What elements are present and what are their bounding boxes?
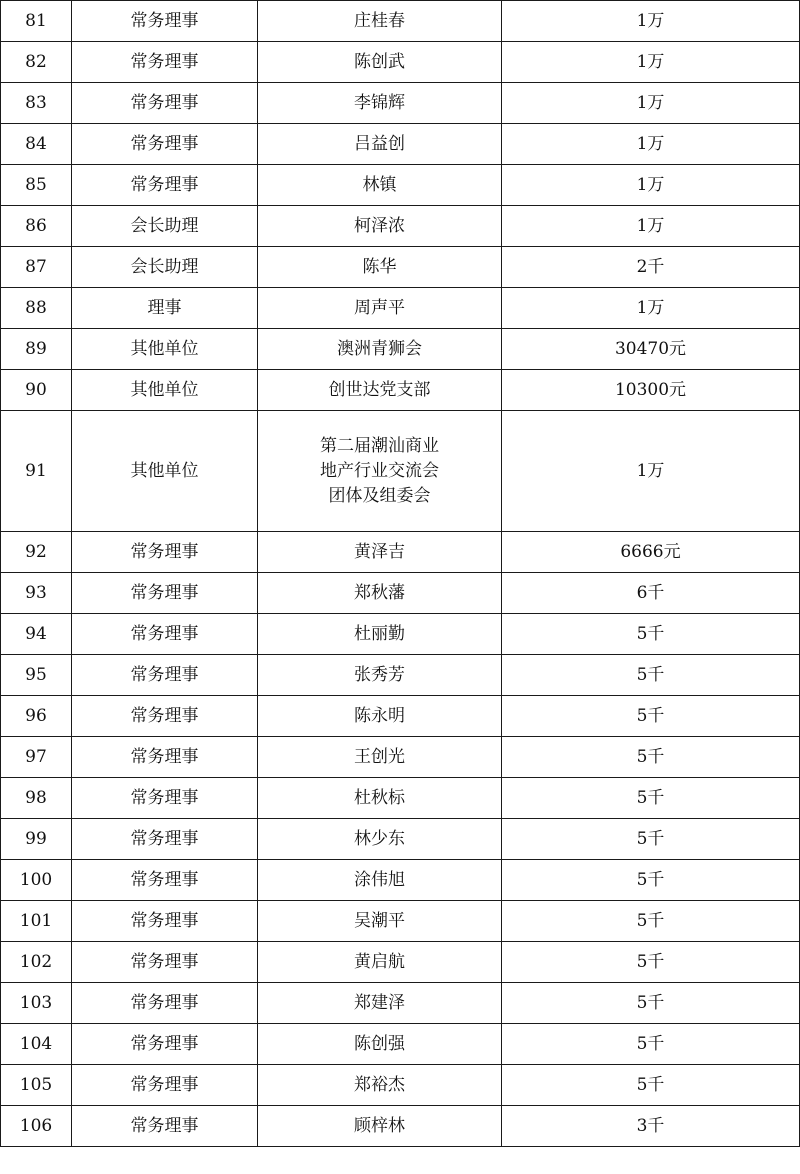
member-title: 常务理事 <box>72 778 258 819</box>
row-number: 98 <box>1 778 72 819</box>
donor-name: 杜丽勤 <box>258 614 502 655</box>
donation-amount: 5千 <box>502 901 800 942</box>
member-title: 常务理事 <box>72 573 258 614</box>
donation-amount: 5千 <box>502 737 800 778</box>
donor-name: 杜秋标 <box>258 778 502 819</box>
donor-name: 陈创强 <box>258 1024 502 1065</box>
table-row <box>1 1065 800 1106</box>
row-number: 92 <box>1 532 72 573</box>
row-number: 83 <box>1 83 72 124</box>
donation-amount: 1万 <box>502 165 800 206</box>
donor-name: 吕益创 <box>258 124 502 165</box>
member-title: 常务理事 <box>72 860 258 901</box>
donation-amount: 5千 <box>502 1024 800 1065</box>
table-row <box>1 206 800 247</box>
table-body <box>1 1 800 1147</box>
row-number: 101 <box>1 901 72 942</box>
row-number: 104 <box>1 1024 72 1065</box>
donation-amount: 5千 <box>502 614 800 655</box>
member-title: 会长助理 <box>72 206 258 247</box>
member-title: 会长助理 <box>72 247 258 288</box>
row-number: 88 <box>1 288 72 329</box>
donor-name: 林少东 <box>258 819 502 860</box>
member-title: 常务理事 <box>72 1106 258 1147</box>
donation-amount: 1万 <box>502 1 800 42</box>
donation-amount: 1万 <box>502 206 800 247</box>
table-row <box>1 532 800 573</box>
donation-amount: 10300元 <box>502 370 800 411</box>
donation-amount: 6千 <box>502 573 800 614</box>
member-title: 其他单位 <box>72 370 258 411</box>
member-title: 常务理事 <box>72 1 258 42</box>
row-number: 97 <box>1 737 72 778</box>
donor-name: 张秀芳 <box>258 655 502 696</box>
table-row <box>1 573 800 614</box>
table-row <box>1 1106 800 1147</box>
table-row <box>1 778 800 819</box>
donation-amount: 3千 <box>502 1106 800 1147</box>
donor-name: 王创光 <box>258 737 502 778</box>
table-row <box>1 370 800 411</box>
donor-name: 郑裕杰 <box>258 1065 502 1106</box>
member-title: 常务理事 <box>72 124 258 165</box>
table-row <box>1 983 800 1024</box>
donor-name: 陈华 <box>258 247 502 288</box>
member-title: 常务理事 <box>72 1065 258 1106</box>
donor-name: 顾梓林 <box>258 1106 502 1147</box>
donor-name: 吴潮平 <box>258 901 502 942</box>
donation-amount: 5千 <box>502 1065 800 1106</box>
donor-name-line: 地产行业交流会 <box>320 460 439 481</box>
member-title: 常务理事 <box>72 942 258 983</box>
table-row <box>1 737 800 778</box>
member-title: 常务理事 <box>72 83 258 124</box>
row-number: 106 <box>1 1106 72 1147</box>
member-title: 常务理事 <box>72 819 258 860</box>
member-title: 常务理事 <box>72 532 258 573</box>
member-title: 理事 <box>72 288 258 329</box>
table-row <box>1 288 800 329</box>
donation-amount: 5千 <box>502 696 800 737</box>
table-row <box>1 83 800 124</box>
donor-name: 黄泽吉 <box>258 532 502 573</box>
table-row <box>1 614 800 655</box>
row-number: 94 <box>1 614 72 655</box>
table-row <box>1 247 800 288</box>
table-row <box>1 42 800 83</box>
donor-name: 周声平 <box>258 288 502 329</box>
donation-amount: 5千 <box>502 860 800 901</box>
row-number: 95 <box>1 655 72 696</box>
donation-amount: 6666元 <box>502 532 800 573</box>
donor-name: 涂伟旭 <box>258 860 502 901</box>
donation-amount: 2千 <box>502 247 800 288</box>
table-row <box>1 165 800 206</box>
member-title: 常务理事 <box>72 901 258 942</box>
table-row <box>1 901 800 942</box>
row-number: 96 <box>1 696 72 737</box>
table-row <box>1 124 800 165</box>
donor-name: 陈永明 <box>258 696 502 737</box>
row-number: 102 <box>1 942 72 983</box>
donor-name: 李锦辉 <box>258 83 502 124</box>
donor-name: 林镇 <box>258 165 502 206</box>
row-number: 90 <box>1 370 72 411</box>
table-row <box>1 819 800 860</box>
table-row <box>1 1 800 42</box>
table-row <box>1 411 800 532</box>
donation-amount: 1万 <box>502 411 800 532</box>
row-number: 105 <box>1 1065 72 1106</box>
row-number: 87 <box>1 247 72 288</box>
member-title: 常务理事 <box>72 1024 258 1065</box>
donation-amount: 1万 <box>502 83 800 124</box>
table-row <box>1 1024 800 1065</box>
table-row <box>1 860 800 901</box>
donor-name-multiline <box>258 411 502 532</box>
donor-name: 黄启航 <box>258 942 502 983</box>
donor-name: 澳洲青狮会 <box>258 329 502 370</box>
table-row <box>1 696 800 737</box>
donation-amount: 5千 <box>502 942 800 983</box>
table-row <box>1 329 800 370</box>
row-number: 85 <box>1 165 72 206</box>
row-number: 100 <box>1 860 72 901</box>
donor-name: 郑秋藩 <box>258 573 502 614</box>
row-number: 103 <box>1 983 72 1024</box>
donor-name-line: 第二届潮汕商业 <box>320 435 439 456</box>
donation-amount: 1万 <box>502 124 800 165</box>
donor-name: 陈创武 <box>258 42 502 83</box>
donor-name: 郑建泽 <box>258 983 502 1024</box>
row-number: 89 <box>1 329 72 370</box>
donor-name-line: 团体及组委会 <box>328 485 431 506</box>
donor-name: 创世达党支部 <box>258 370 502 411</box>
row-number: 91 <box>1 411 72 532</box>
donor-name: 柯泽浓 <box>258 206 502 247</box>
member-title: 常务理事 <box>72 983 258 1024</box>
table-row <box>1 655 800 696</box>
row-number: 82 <box>1 42 72 83</box>
donation-amount: 1万 <box>502 288 800 329</box>
member-title: 其他单位 <box>72 329 258 370</box>
member-title: 常务理事 <box>72 614 258 655</box>
donor-name: 庄桂春 <box>258 1 502 42</box>
row-number: 81 <box>1 1 72 42</box>
table-row <box>1 942 800 983</box>
member-title: 常务理事 <box>72 737 258 778</box>
row-number: 84 <box>1 124 72 165</box>
donation-amount: 5千 <box>502 778 800 819</box>
donation-amount: 5千 <box>502 983 800 1024</box>
member-title: 其他单位 <box>72 411 258 532</box>
row-number: 86 <box>1 206 72 247</box>
donation-amount: 1万 <box>502 42 800 83</box>
donation-amount: 30470元 <box>502 329 800 370</box>
member-title: 常务理事 <box>72 42 258 83</box>
row-number: 93 <box>1 573 72 614</box>
donation-amount: 5千 <box>502 655 800 696</box>
row-number: 99 <box>1 819 72 860</box>
member-title: 常务理事 <box>72 696 258 737</box>
member-title: 常务理事 <box>72 655 258 696</box>
member-title: 常务理事 <box>72 165 258 206</box>
donation-amount: 5千 <box>502 819 800 860</box>
